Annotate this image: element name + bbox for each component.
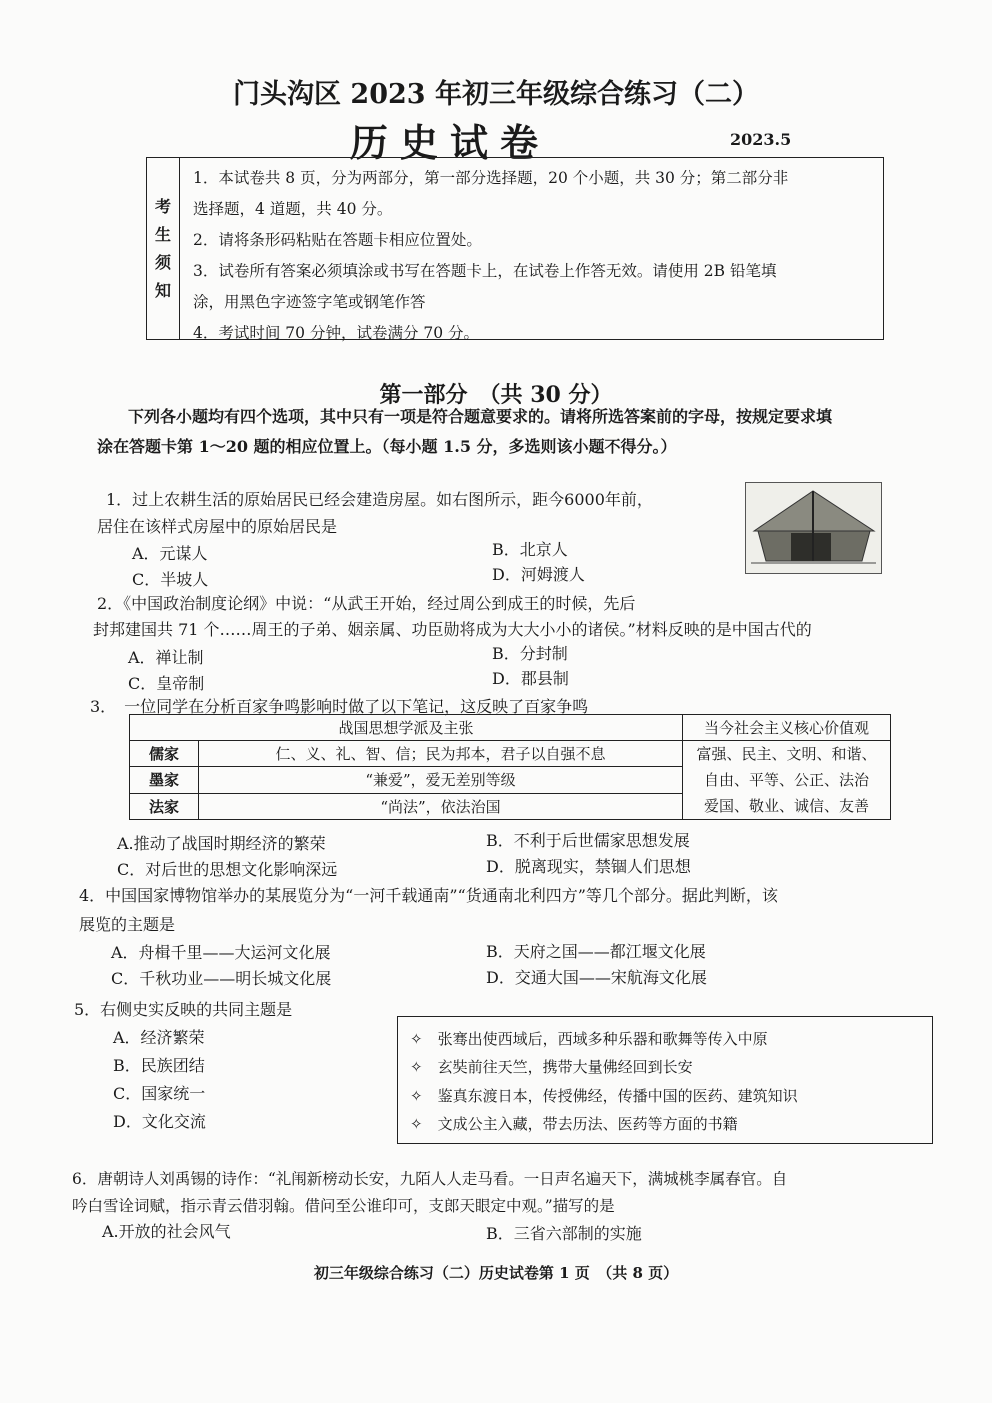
q1-stem: 居住在该样式房屋中的原始居民是: [97, 517, 338, 536]
notice-line: 1．本试卷共 8 页，分为两部分，第一部分选择题，20 个小题，共 30 分；第二部分非: [193, 169, 789, 187]
q3-stem: 3． 一位同学在分析百家争鸣影响时做了以下笔记，这反映了百家争鸣: [90, 697, 589, 716]
q1-option-a: A．元谋人: [132, 544, 208, 563]
q5-option-b: B．民族团结: [113, 1056, 205, 1075]
section-intro: 下列各小题均有四个选项，其中只有一项是符合题意要求的。请将所选答案前的字母，按规定要求填: [128, 407, 833, 426]
q6-option-b: B．三省六部制的实施: [486, 1224, 642, 1243]
q5-stem: 5．右侧史实反映的共同主题是: [74, 1000, 293, 1019]
q3-school: 儒家: [130, 741, 199, 767]
exam-subtitle: 历史试卷: [350, 120, 551, 165]
q2-stem: 封邦建国共 71 个……周王的子弟、姻亲属、功臣勋将成为大大小小的诸侯。”材料反映的是中国古代的: [93, 620, 812, 639]
notice-line: 涂，用黑色字迹签字笔或钢笔作答: [193, 293, 426, 311]
notice-box: [146, 157, 884, 340]
q3-idea: “兼爱”，爱无差别等级: [199, 767, 683, 793]
q3-school: 法家: [130, 793, 199, 819]
q5-option-a: A．经济繁荣: [113, 1028, 205, 1047]
q5-facts-box: [397, 1016, 933, 1144]
q4-option-a: A．舟楫千里——大运河文化展: [111, 943, 331, 962]
page-footer: 初三年级综合练习（二）历史试卷第 1 页 （共 8 页）: [313, 1264, 679, 1282]
notice-line: 4．考试时间 70 分钟，试卷满分 70 分。: [193, 324, 480, 342]
notice-lines: [193, 163, 877, 349]
q3-option-d: D．脱离现实，禁锢人们思想: [486, 857, 691, 876]
q3-idea: 仁、义、礼、智、信；民为邦本，君子以自强不息: [199, 741, 683, 767]
q6-option-a: A.开放的社会风气: [102, 1222, 231, 1241]
q5-fact: ✧ 鉴真东渡日本，传授佛经，传播中国的医药、建筑知识: [410, 1087, 798, 1105]
q3-school: 墨家: [130, 767, 199, 793]
notice-label: 考 生 须 知: [147, 158, 180, 339]
q2-option-b: B．分封制: [492, 644, 568, 663]
q5-option-c: C．国家统一: [113, 1084, 206, 1103]
q5-fact: ✧ 玄奘前往天竺，携带大量佛经回到长安: [410, 1058, 693, 1076]
q5-fact: ✧ 张骞出使西域后，西域多种乐器和歌舞等传入中原: [410, 1030, 768, 1048]
notice-line: 选择题，4 道题，共 40 分。: [193, 200, 393, 218]
q2-stem: 2．《中国政治制度论纲》中说：“从武王开始，经过周公到成王的时候，先后: [97, 594, 636, 613]
q1-option-d: D．河姆渡人: [492, 565, 585, 584]
exam-title: 门头沟区 2023 年初三年级综合练习（二）: [233, 79, 759, 110]
q2-option-c: C．皇帝制: [128, 674, 205, 693]
q3-option-c: C．对后世的思想文化影响深远: [117, 860, 338, 879]
q1-stem: 1．过上农耕生活的原始居民已经会建造房屋。如右图所示，距今6000年前，: [106, 490, 653, 509]
q3-table: [129, 714, 891, 820]
section-intro: 涂在答题卡第 1～20 题的相应位置上。（每小题 1.5 分，多选则该小题不得分。）: [97, 437, 677, 456]
q3-idea: “尚法”，依法治国: [199, 793, 683, 819]
neolithic-house-image: [745, 482, 882, 574]
q3-header: 战国思想学派及主张: [130, 715, 683, 741]
q6-stem: 吟白雪诠词赋，指示青云借羽翰。借问至公谁印可，支郎天眼定中观。”描写的是: [72, 1197, 615, 1215]
q1-option-b: B．北京人: [492, 540, 568, 559]
q3-header: 当今社会主义核心价值观: [683, 715, 891, 741]
q4-option-d: D．交通大国——宋航海文化展: [486, 968, 707, 987]
q2-option-d: D．郡县制: [492, 669, 569, 688]
q3-option-b: B．不利于后世儒家思想发展: [486, 831, 690, 850]
q3-values: 富强、民主、文明、和谐、 自由、平等、公正、法治 爱国、敬业、诚信、友善: [683, 741, 891, 820]
exam-date: 2023.5: [730, 130, 792, 149]
q5-option-d: D．文化交流: [113, 1112, 206, 1131]
q4-stem: 展览的主题是: [79, 915, 176, 934]
section-title: 第一部分 （共 30 分）: [379, 382, 613, 408]
q4-option-b: B．天府之国——都江堰文化展: [486, 942, 706, 961]
q1-option-c: C．半坡人: [132, 570, 209, 589]
notice-line: 2．请将条形码粘贴在答题卡相应位置处。: [193, 231, 482, 249]
q4-option-c: C．千秋功业——明长城文化展: [111, 969, 332, 988]
q4-stem: 4．中国国家博物馆举办的某展览分为“一河千载通南”“货通南北利四方”等几个部分。据此判断，该: [79, 886, 778, 905]
q3-option-a: A.推动了战国时期经济的繁荣: [117, 834, 326, 853]
q2-option-a: A．禅让制: [128, 648, 204, 667]
q6-stem: 6．唐朝诗人刘禹锡的诗作：“礼闱新榜动长安，九陌人人走马看。一日声名遍天下，满城桃李属春官。自: [72, 1170, 788, 1188]
notice-line: 3．试卷所有答案必须填涂或书写在答题卡上，在试卷上作答无效。请使用 2B 铅笔填: [193, 262, 777, 280]
q5-fact: ✧ 文成公主入藏，带去历法、医药等方面的书籍: [410, 1115, 738, 1133]
